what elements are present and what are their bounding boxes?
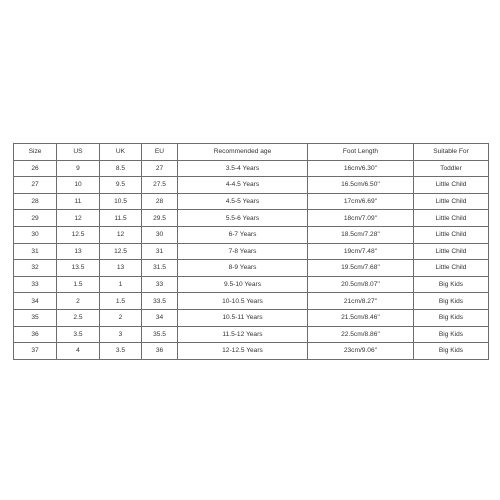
cell-us: 13.5 (57, 260, 100, 277)
table-row (14, 160, 489, 177)
table-row (14, 210, 489, 227)
size-chart-body (14, 160, 489, 359)
cell-eu: 29.5 (142, 210, 178, 227)
size-chart-table (13, 143, 489, 360)
cell-suitable-for: Big Kids (414, 293, 489, 310)
cell-eu: 28 (142, 193, 178, 210)
header-row (14, 144, 489, 161)
cell-us: 4 (57, 343, 100, 360)
cell-foot-length: 16.5cm/6.50'' (308, 177, 414, 194)
cell-recommended-age: 7-8 Years (178, 243, 308, 260)
cell-recommended-age: 11.5-12 Years (178, 326, 308, 343)
cell-suitable-for: Little Child (414, 210, 489, 227)
cell-foot-length: 23cm/9.06'' (308, 343, 414, 360)
cell-recommended-age: 8-9 Years (178, 260, 308, 277)
cell-foot-length: 16cm/6.30'' (308, 160, 414, 177)
cell-size: 34 (14, 293, 57, 310)
cell-us: 10 (57, 177, 100, 194)
cell-eu: 36 (142, 343, 178, 360)
header-foot-length: Foot Length (308, 144, 414, 161)
header-eu: EU (142, 144, 178, 161)
cell-suitable-for: Toddler (414, 160, 489, 177)
cell-size: 26 (14, 160, 57, 177)
cell-us: 12.5 (57, 226, 100, 243)
cell-recommended-age: 5.5-6 Years (178, 210, 308, 227)
cell-foot-length: 19.5cm/7.68'' (308, 260, 414, 277)
cell-size: 35 (14, 309, 57, 326)
cell-recommended-age: 4.5-5 Years (178, 193, 308, 210)
table-row (14, 326, 489, 343)
cell-recommended-age: 3.5-4 Years (178, 160, 308, 177)
table-row (14, 260, 489, 277)
cell-us: 9 (57, 160, 100, 177)
cell-foot-length: 20.5cm/8.07'' (308, 276, 414, 293)
cell-size: 32 (14, 260, 57, 277)
header-recommended-age: Recommended age (178, 144, 308, 161)
cell-suitable-for: Little Child (414, 243, 489, 260)
cell-foot-length: 17cm/6.69'' (308, 193, 414, 210)
cell-suitable-for: Big Kids (414, 343, 489, 360)
header-suitable-for: Suitable For (414, 144, 489, 161)
table-row (14, 243, 489, 260)
cell-eu: 35.5 (142, 326, 178, 343)
cell-us: 2.5 (57, 309, 100, 326)
cell-us: 1.5 (57, 276, 100, 293)
cell-size: 36 (14, 326, 57, 343)
cell-us: 12 (57, 210, 100, 227)
table-row (14, 293, 489, 310)
cell-suitable-for: Big Kids (414, 326, 489, 343)
cell-size: 31 (14, 243, 57, 260)
cell-suitable-for: Little Child (414, 226, 489, 243)
cell-us: 11 (57, 193, 100, 210)
cell-uk: 11.5 (100, 210, 142, 227)
cell-uk: 9.5 (100, 177, 142, 194)
cell-suitable-for: Little Child (414, 177, 489, 194)
cell-eu: 30 (142, 226, 178, 243)
cell-eu: 31.5 (142, 260, 178, 277)
cell-uk: 1 (100, 276, 142, 293)
table-row (14, 177, 489, 194)
cell-eu: 33.5 (142, 293, 178, 310)
cell-eu: 33 (142, 276, 178, 293)
cell-uk: 3.5 (100, 343, 142, 360)
cell-eu: 27 (142, 160, 178, 177)
cell-recommended-age: 10-10.5 Years (178, 293, 308, 310)
header-us: US (57, 144, 100, 161)
cell-suitable-for: Little Child (414, 193, 489, 210)
cell-suitable-for: Little Child (414, 260, 489, 277)
cell-size: 33 (14, 276, 57, 293)
header-size: Size (14, 144, 57, 161)
cell-eu: 31 (142, 243, 178, 260)
table-row (14, 226, 489, 243)
cell-size: 27 (14, 177, 57, 194)
cell-us: 2 (57, 293, 100, 310)
cell-recommended-age: 12-12.5 Years (178, 343, 308, 360)
cell-size: 29 (14, 210, 57, 227)
cell-recommended-age: 9.5-10 Years (178, 276, 308, 293)
cell-size: 28 (14, 193, 57, 210)
cell-foot-length: 18.5cm/7.28'' (308, 226, 414, 243)
cell-foot-length: 21cm/8.27'' (308, 293, 414, 310)
cell-uk: 10.5 (100, 193, 142, 210)
cell-size: 30 (14, 226, 57, 243)
cell-uk: 13 (100, 260, 142, 277)
cell-eu: 34 (142, 309, 178, 326)
cell-suitable-for: Big Kids (414, 276, 489, 293)
cell-recommended-age: 4-4.5 Years (178, 177, 308, 194)
table-row (14, 193, 489, 210)
cell-us: 13 (57, 243, 100, 260)
table-row (14, 276, 489, 293)
table-row (14, 309, 489, 326)
cell-uk: 8.5 (100, 160, 142, 177)
cell-foot-length: 21.5cm/8.46'' (308, 309, 414, 326)
header-uk: UK (100, 144, 142, 161)
cell-suitable-for: Big Kids (414, 309, 489, 326)
cell-foot-length: 22.5cm/8.86'' (308, 326, 414, 343)
cell-size: 37 (14, 343, 57, 360)
cell-uk: 3 (100, 326, 142, 343)
table-row (14, 343, 489, 360)
cell-uk: 1.5 (100, 293, 142, 310)
cell-uk: 2 (100, 309, 142, 326)
cell-us: 3.5 (57, 326, 100, 343)
cell-eu: 27.5 (142, 177, 178, 194)
cell-foot-length: 18cm/7.09'' (308, 210, 414, 227)
cell-uk: 12 (100, 226, 142, 243)
cell-uk: 12.5 (100, 243, 142, 260)
cell-recommended-age: 6-7 Years (178, 226, 308, 243)
cell-foot-length: 19cm/7.48'' (308, 243, 414, 260)
cell-recommended-age: 10.5-11 Years (178, 309, 308, 326)
